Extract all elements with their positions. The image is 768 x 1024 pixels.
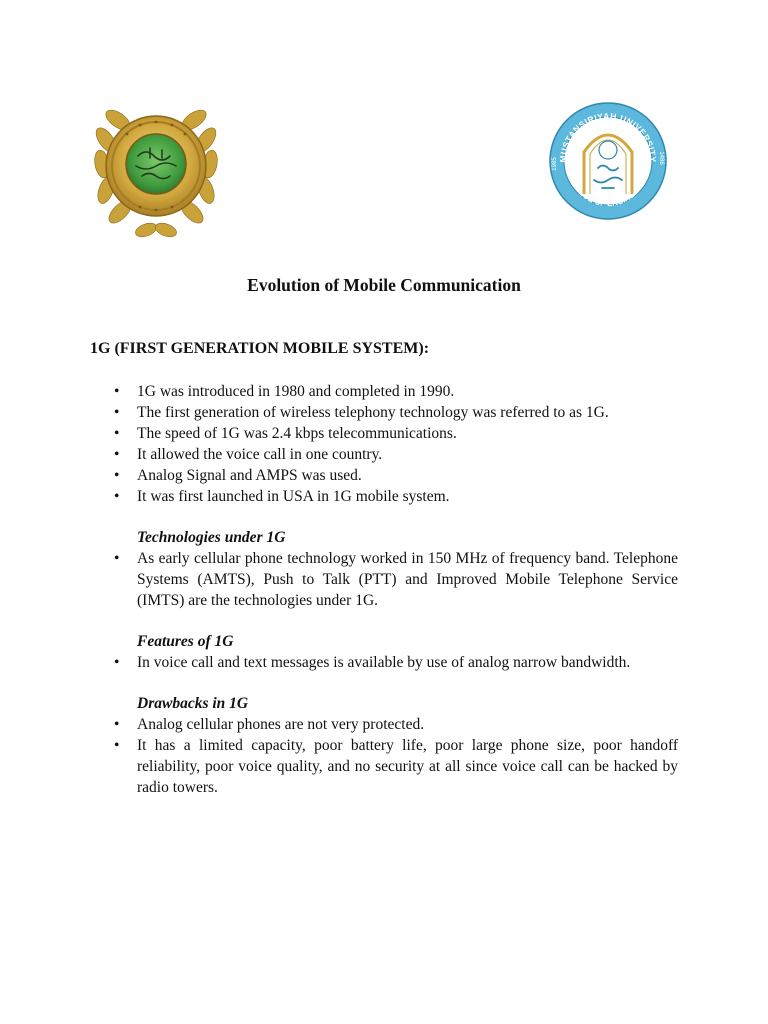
document-title: Evolution of Mobile Communication bbox=[247, 275, 521, 295]
ministry-emblem-logo bbox=[88, 94, 224, 242]
list-item: • The first generation of wireless telephony technology was referred to as 1G. bbox=[110, 402, 678, 423]
ministry-emblem-graphic bbox=[88, 94, 224, 242]
list-item: • In voice call and text messages is available by use of analog narrow bandwidth. bbox=[110, 652, 678, 673]
list-item: • It has a limited capacity, poor battery life, poor large phone size, poor handoff reliability, poor voice quality, and no security at all since voice call can be hacked by radio towers. bbox=[110, 735, 678, 798]
technologies-heading: Technologies under 1G bbox=[137, 529, 286, 546]
logo-year-left: 1985 bbox=[552, 157, 558, 171]
technologies-bullet-list bbox=[110, 548, 678, 611]
university-logo-graphic bbox=[546, 96, 670, 226]
intro-bullet-list bbox=[110, 381, 678, 507]
list-item: • It was first launched in USA in 1G mobile system. bbox=[110, 486, 678, 507]
logo-top-text: MUSTANSIRIYAH UNIVERSITY bbox=[557, 110, 659, 163]
list-item: • As early cellular phone technology worked in 150 MHz of frequency band. Telephone Systems (AMTS), Push to Talk (PTT) and Improved Mobile Telephone Service (IMTS) are the technologies under 1G. bbox=[110, 548, 678, 611]
list-item: • 1G was introduced in 1980 and completed in 1990. bbox=[110, 381, 678, 402]
drawbacks-bullet-list bbox=[110, 714, 678, 798]
features-bullet-list bbox=[110, 652, 678, 673]
logo-year-right: 1486 bbox=[658, 151, 664, 165]
list-item: • It allowed the voice call in one country. bbox=[110, 444, 678, 465]
list-item: • Analog cellular phones are not very protected. bbox=[110, 714, 678, 735]
features-heading: Features of 1G bbox=[137, 633, 234, 650]
section-heading-1g: 1G (FIRST GENERATION MOBILE SYSTEM): bbox=[90, 340, 430, 357]
logo-bottom-text: COLLEGE OF ENGINEERING bbox=[566, 171, 650, 209]
list-item: • The speed of 1G was 2.4 kbps telecommunications. bbox=[110, 423, 678, 444]
university-college-logo bbox=[546, 96, 670, 226]
document-body bbox=[110, 381, 678, 798]
drawbacks-heading: Drawbacks in 1G bbox=[137, 695, 249, 712]
list-item: • Analog Signal and AMPS was used. bbox=[110, 465, 678, 486]
